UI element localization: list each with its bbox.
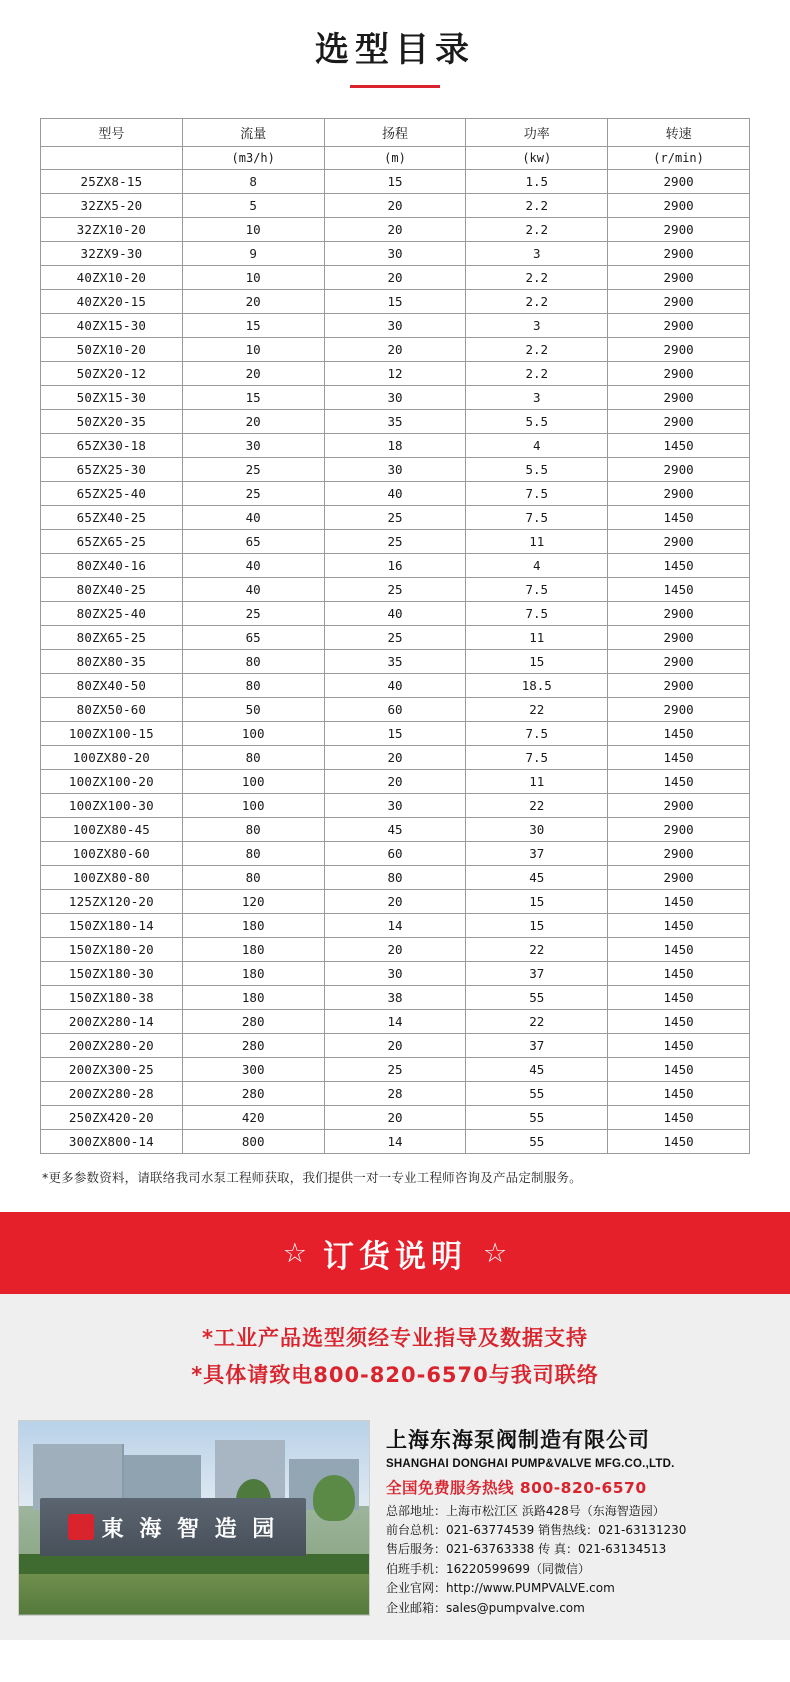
cell-power: 15 — [466, 914, 608, 938]
cell-model: 80ZX40-16 — [41, 554, 183, 578]
cell-head: 20 — [324, 890, 466, 914]
cell-head: 45 — [324, 818, 466, 842]
cell-power: 3 — [466, 242, 608, 266]
cell-head: 25 — [324, 1058, 466, 1082]
cell-model: 40ZX15-30 — [41, 314, 183, 338]
cell-power: 55 — [466, 1106, 608, 1130]
cell-model: 100ZX80-45 — [41, 818, 183, 842]
cell-speed: 2900 — [608, 866, 750, 890]
cell-head: 15 — [324, 290, 466, 314]
cell-flow: 15 — [182, 314, 324, 338]
table-row — [41, 698, 750, 722]
notice-block — [0, 1294, 790, 1410]
cell-speed: 2900 — [608, 602, 750, 626]
col-header-speed: 转速 — [608, 119, 750, 147]
cell-model: 200ZX280-14 — [41, 1010, 183, 1034]
title-block — [0, 0, 790, 88]
cell-speed: 1450 — [608, 434, 750, 458]
cell-flow: 280 — [182, 1034, 324, 1058]
cell-head: 25 — [324, 530, 466, 554]
cell-speed: 1450 — [608, 554, 750, 578]
col-header-flow: 流量 — [182, 119, 324, 147]
cell-speed: 2900 — [608, 242, 750, 266]
cell-flow: 80 — [182, 842, 324, 866]
table-row — [41, 362, 750, 386]
cell-speed: 2900 — [608, 626, 750, 650]
cell-model: 32ZX10-20 — [41, 218, 183, 242]
cell-model: 80ZX40-50 — [41, 674, 183, 698]
company-after-sales: 售后服务：021-63763338 传 真：021-63134513 — [386, 1542, 667, 1557]
cell-speed: 1450 — [608, 746, 750, 770]
cell-flow: 50 — [182, 698, 324, 722]
cell-model: 50ZX10-20 — [41, 338, 183, 362]
cell-speed: 2900 — [608, 218, 750, 242]
company-website[interactable]: 企业官网：http://www.PUMPVALVE.com — [386, 1581, 615, 1596]
company-hotline: 全国免费服务热线 800-820-6570 — [386, 1478, 647, 1497]
table-row — [41, 170, 750, 194]
table-row — [41, 1034, 750, 1058]
cell-flow: 15 — [182, 386, 324, 410]
table-row — [41, 1106, 750, 1130]
cell-model: 100ZX100-20 — [41, 770, 183, 794]
cell-model: 50ZX20-12 — [41, 362, 183, 386]
cell-speed: 2900 — [608, 194, 750, 218]
cell-speed: 2900 — [608, 818, 750, 842]
table-row — [41, 722, 750, 746]
cell-speed: 1450 — [608, 938, 750, 962]
cell-model: 40ZX20-15 — [41, 290, 183, 314]
cell-power: 2.2 — [466, 218, 608, 242]
cell-flow: 9 — [182, 242, 324, 266]
cell-model: 150ZX180-38 — [41, 986, 183, 1010]
table-row — [41, 530, 750, 554]
cell-head: 20 — [324, 746, 466, 770]
cell-speed: 1450 — [608, 770, 750, 794]
cell-model: 40ZX10-20 — [41, 266, 183, 290]
cell-head: 40 — [324, 602, 466, 626]
table-row — [41, 242, 750, 266]
cell-flow: 40 — [182, 578, 324, 602]
cell-speed: 1450 — [608, 578, 750, 602]
cell-model: 32ZX5-20 — [41, 194, 183, 218]
spec-table-wrapper — [0, 88, 790, 1154]
cell-flow: 100 — [182, 722, 324, 746]
cell-flow: 180 — [182, 938, 324, 962]
cell-head: 30 — [324, 242, 466, 266]
cell-model: 200ZX300-25 — [41, 1058, 183, 1082]
cell-speed: 2900 — [608, 266, 750, 290]
cell-model: 25ZX8-15 — [41, 170, 183, 194]
cell-flow: 30 — [182, 434, 324, 458]
cell-power: 55 — [466, 1130, 608, 1154]
cell-flow: 80 — [182, 818, 324, 842]
table-row — [41, 290, 750, 314]
cell-power: 15 — [466, 650, 608, 674]
notice-line-1: *工业产品选型须经专业指导及数据支持 — [202, 1326, 588, 1350]
cell-speed: 2900 — [608, 314, 750, 338]
table-row — [41, 986, 750, 1010]
cell-power: 7.5 — [466, 482, 608, 506]
cell-head: 20 — [324, 1106, 466, 1130]
spec-table — [40, 118, 750, 1154]
table-row — [41, 338, 750, 362]
cell-speed: 2900 — [608, 842, 750, 866]
cell-model: 150ZX180-20 — [41, 938, 183, 962]
table-row — [41, 1130, 750, 1154]
cell-flow: 300 — [182, 1058, 324, 1082]
cell-flow: 80 — [182, 746, 324, 770]
photo-sign-wall-text-row — [40, 1498, 306, 1556]
cell-speed: 2900 — [608, 482, 750, 506]
cell-power: 7.5 — [466, 746, 608, 770]
cell-head: 38 — [324, 986, 466, 1010]
cell-flow: 10 — [182, 338, 324, 362]
cell-power: 37 — [466, 842, 608, 866]
cell-flow: 180 — [182, 962, 324, 986]
table-units-row — [41, 147, 750, 170]
col-header-model: 型号 — [41, 119, 183, 147]
table-row — [41, 962, 750, 986]
cell-flow: 65 — [182, 530, 324, 554]
cell-head: 15 — [324, 722, 466, 746]
cell-head: 15 — [324, 170, 466, 194]
table-row — [41, 890, 750, 914]
table-row — [41, 1082, 750, 1106]
cell-speed: 1450 — [608, 1082, 750, 1106]
cell-model: 65ZX65-25 — [41, 530, 183, 554]
table-row — [41, 1058, 750, 1082]
cell-model: 65ZX25-40 — [41, 482, 183, 506]
cell-flow: 65 — [182, 626, 324, 650]
cell-head: 16 — [324, 554, 466, 578]
cell-head: 28 — [324, 1082, 466, 1106]
cell-power: 2.2 — [466, 266, 608, 290]
unit-power: (kw) — [466, 147, 608, 170]
cell-speed: 1450 — [608, 890, 750, 914]
cell-power: 30 — [466, 818, 608, 842]
footer — [0, 1410, 790, 1641]
cell-model: 32ZX9-30 — [41, 242, 183, 266]
cell-model: 80ZX80-35 — [41, 650, 183, 674]
cell-head: 25 — [324, 626, 466, 650]
cell-model: 80ZX40-25 — [41, 578, 183, 602]
cell-power: 37 — [466, 962, 608, 986]
cell-flow: 280 — [182, 1082, 324, 1106]
cell-model: 80ZX25-40 — [41, 602, 183, 626]
cell-model: 80ZX65-25 — [41, 626, 183, 650]
cell-speed: 2900 — [608, 362, 750, 386]
cell-speed: 1450 — [608, 722, 750, 746]
cell-head: 14 — [324, 1010, 466, 1034]
table-row — [41, 818, 750, 842]
cell-flow: 40 — [182, 554, 324, 578]
cell-speed: 1450 — [608, 1106, 750, 1130]
cell-model: 100ZX80-60 — [41, 842, 183, 866]
cell-head: 30 — [324, 386, 466, 410]
unit-flow: (m3/h) — [182, 147, 324, 170]
table-row — [41, 386, 750, 410]
cell-model: 65ZX30-18 — [41, 434, 183, 458]
cell-flow: 80 — [182, 674, 324, 698]
cell-speed: 2900 — [608, 698, 750, 722]
cell-flow: 5 — [182, 194, 324, 218]
cell-model: 300ZX800-14 — [41, 1130, 183, 1154]
factory-photo — [18, 1420, 370, 1616]
cell-power: 37 — [466, 1034, 608, 1058]
cell-speed: 2900 — [608, 338, 750, 362]
cell-model: 100ZX80-20 — [41, 746, 183, 770]
unit-speed: (r/min) — [608, 147, 750, 170]
cell-head: 14 — [324, 1130, 466, 1154]
company-info — [386, 1420, 772, 1619]
photo-hedge — [19, 1554, 369, 1573]
table-row — [41, 602, 750, 626]
cell-flow: 20 — [182, 290, 324, 314]
cell-power: 2.2 — [466, 362, 608, 386]
cell-power: 22 — [466, 794, 608, 818]
table-row — [41, 506, 750, 530]
table-row — [41, 938, 750, 962]
cell-model: 200ZX280-20 — [41, 1034, 183, 1058]
cell-speed: 2900 — [608, 794, 750, 818]
table-row — [41, 458, 750, 482]
cell-model: 150ZX180-30 — [41, 962, 183, 986]
cell-head: 20 — [324, 338, 466, 362]
cell-power: 1.5 — [466, 170, 608, 194]
cell-head: 60 — [324, 698, 466, 722]
cell-power: 7.5 — [466, 578, 608, 602]
photo-lawn — [19, 1574, 369, 1615]
cell-power: 45 — [466, 866, 608, 890]
cell-flow: 25 — [182, 458, 324, 482]
table-body — [41, 170, 750, 1154]
order-notice-band — [0, 1212, 790, 1294]
cell-speed: 2900 — [608, 386, 750, 410]
cell-head: 40 — [324, 482, 466, 506]
cell-speed: 1450 — [608, 986, 750, 1010]
cell-speed: 1450 — [608, 1058, 750, 1082]
cell-flow: 10 — [182, 218, 324, 242]
cell-power: 7.5 — [466, 722, 608, 746]
table-row — [41, 746, 750, 770]
cell-head: 20 — [324, 218, 466, 242]
cell-head: 14 — [324, 914, 466, 938]
cell-head: 12 — [324, 362, 466, 386]
cell-head: 35 — [324, 410, 466, 434]
table-note: *更多参数资料，请联络我司水泵工程师获取，我们提供一对一专业工程师咨询及产品定制服务。 — [42, 1170, 582, 1185]
cell-flow: 120 — [182, 890, 324, 914]
cell-head: 20 — [324, 1034, 466, 1058]
cell-model: 250ZX420-20 — [41, 1106, 183, 1130]
cell-flow: 80 — [182, 866, 324, 890]
photo-sign-wall-text: 東 海 智 造 园 — [101, 1516, 279, 1542]
cell-speed: 1450 — [608, 1130, 750, 1154]
cell-head: 35 — [324, 650, 466, 674]
company-front-desk: 前台总机：021-63774539 销售热线：021-63131230 — [386, 1522, 687, 1537]
cell-head: 40 — [324, 674, 466, 698]
table-row — [41, 266, 750, 290]
table-row — [41, 914, 750, 938]
star-right-icon: ☆ — [483, 1237, 508, 1269]
cell-model: 50ZX15-30 — [41, 386, 183, 410]
unit-head: (m) — [324, 147, 466, 170]
company-address: 总部地址：上海市松江区 浜路428号（东海智造园） — [386, 1503, 665, 1518]
cell-head: 80 — [324, 866, 466, 890]
cell-head: 20 — [324, 770, 466, 794]
cell-flow: 180 — [182, 914, 324, 938]
cell-power: 11 — [466, 626, 608, 650]
company-logo-icon — [68, 1514, 94, 1540]
cell-power: 7.5 — [466, 506, 608, 530]
cell-power: 22 — [466, 698, 608, 722]
cell-head: 25 — [324, 578, 466, 602]
cell-power: 3 — [466, 314, 608, 338]
cell-power: 11 — [466, 530, 608, 554]
cell-speed: 1450 — [608, 962, 750, 986]
table-row — [41, 314, 750, 338]
cell-model: 65ZX25-30 — [41, 458, 183, 482]
cell-flow: 420 — [182, 1106, 324, 1130]
cell-power: 2.2 — [466, 338, 608, 362]
company-name-cn: 上海东海泵阀制造有限公司 — [386, 1427, 650, 1452]
cell-flow: 25 — [182, 482, 324, 506]
table-row — [41, 218, 750, 242]
cell-model: 150ZX180-14 — [41, 914, 183, 938]
cell-head: 60 — [324, 842, 466, 866]
company-contact-rows — [386, 1502, 772, 1619]
cell-power: 15 — [466, 890, 608, 914]
cell-flow: 25 — [182, 602, 324, 626]
notice-line-2: *具体请致电800-820-6570与我司联络 — [191, 1362, 599, 1387]
table-row — [41, 866, 750, 890]
table-row — [41, 674, 750, 698]
cell-head: 30 — [324, 314, 466, 338]
table-header — [41, 119, 750, 170]
cell-power: 7.5 — [466, 602, 608, 626]
col-header-head: 扬程 — [324, 119, 466, 147]
table-row — [41, 794, 750, 818]
cell-flow: 20 — [182, 362, 324, 386]
cell-power: 4 — [466, 434, 608, 458]
cell-head: 30 — [324, 458, 466, 482]
table-row — [41, 482, 750, 506]
cell-power: 11 — [466, 770, 608, 794]
cell-model: 100ZX80-80 — [41, 866, 183, 890]
table-row — [41, 194, 750, 218]
company-name-en: SHANGHAI DONGHAI PUMP&VALVE MFG.CO.,LTD. — [386, 1457, 675, 1470]
cell-speed: 2900 — [608, 290, 750, 314]
cell-model: 80ZX50-60 — [41, 698, 183, 722]
cell-power: 55 — [466, 986, 608, 1010]
company-mobile: 伯班手机：16220599699（同微信） — [386, 1561, 590, 1576]
cell-speed: 2900 — [608, 674, 750, 698]
unit-model — [41, 147, 183, 170]
cell-power: 22 — [466, 938, 608, 962]
photo-tree-right — [313, 1475, 355, 1522]
cell-head: 20 — [324, 266, 466, 290]
cell-flow: 100 — [182, 794, 324, 818]
cell-flow: 80 — [182, 650, 324, 674]
cell-speed: 2900 — [608, 530, 750, 554]
cell-flow: 100 — [182, 770, 324, 794]
cell-flow: 280 — [182, 1010, 324, 1034]
cell-head: 20 — [324, 194, 466, 218]
cell-speed: 2900 — [608, 170, 750, 194]
cell-head: 20 — [324, 938, 466, 962]
cell-power: 5.5 — [466, 458, 608, 482]
cell-head: 30 — [324, 794, 466, 818]
cell-power: 2.2 — [466, 194, 608, 218]
cell-power: 22 — [466, 1010, 608, 1034]
table-row — [41, 410, 750, 434]
cell-flow: 8 — [182, 170, 324, 194]
cell-power: 5.5 — [466, 410, 608, 434]
table-row — [41, 1010, 750, 1034]
cell-flow: 800 — [182, 1130, 324, 1154]
cell-model: 65ZX40-25 — [41, 506, 183, 530]
cell-speed: 1450 — [608, 506, 750, 530]
cell-model: 100ZX100-15 — [41, 722, 183, 746]
cell-flow: 10 — [182, 266, 324, 290]
cell-head: 18 — [324, 434, 466, 458]
cell-power: 18.5 — [466, 674, 608, 698]
band-title: 订货说明 — [323, 1238, 467, 1275]
cell-power: 45 — [466, 1058, 608, 1082]
cell-model: 125ZX120-20 — [41, 890, 183, 914]
table-row — [41, 770, 750, 794]
cell-speed: 2900 — [608, 650, 750, 674]
page-title: 选型目录 — [315, 30, 475, 70]
table-row — [41, 650, 750, 674]
cell-model: 200ZX280-28 — [41, 1082, 183, 1106]
col-header-power: 功率 — [466, 119, 608, 147]
cell-speed: 1450 — [608, 1010, 750, 1034]
star-left-icon: ☆ — [282, 1237, 307, 1269]
cell-flow: 180 — [182, 986, 324, 1010]
table-row — [41, 554, 750, 578]
cell-speed: 2900 — [608, 410, 750, 434]
cell-speed: 1450 — [608, 1034, 750, 1058]
cell-speed: 2900 — [608, 458, 750, 482]
table-row — [41, 842, 750, 866]
cell-model: 100ZX100-30 — [41, 794, 183, 818]
cell-flow: 40 — [182, 506, 324, 530]
band-inner — [283, 1231, 507, 1276]
table-row — [41, 434, 750, 458]
cell-power: 2.2 — [466, 290, 608, 314]
cell-head: 25 — [324, 506, 466, 530]
table-row — [41, 626, 750, 650]
cell-head: 30 — [324, 962, 466, 986]
cell-power: 3 — [466, 386, 608, 410]
cell-model: 50ZX20-35 — [41, 410, 183, 434]
cell-power: 55 — [466, 1082, 608, 1106]
company-email[interactable]: 企业邮箱：sales@pumpvalve.com — [386, 1600, 585, 1615]
table-header-row — [41, 119, 750, 147]
cell-power: 4 — [466, 554, 608, 578]
table-row — [41, 578, 750, 602]
cell-speed: 1450 — [608, 914, 750, 938]
cell-flow: 20 — [182, 410, 324, 434]
